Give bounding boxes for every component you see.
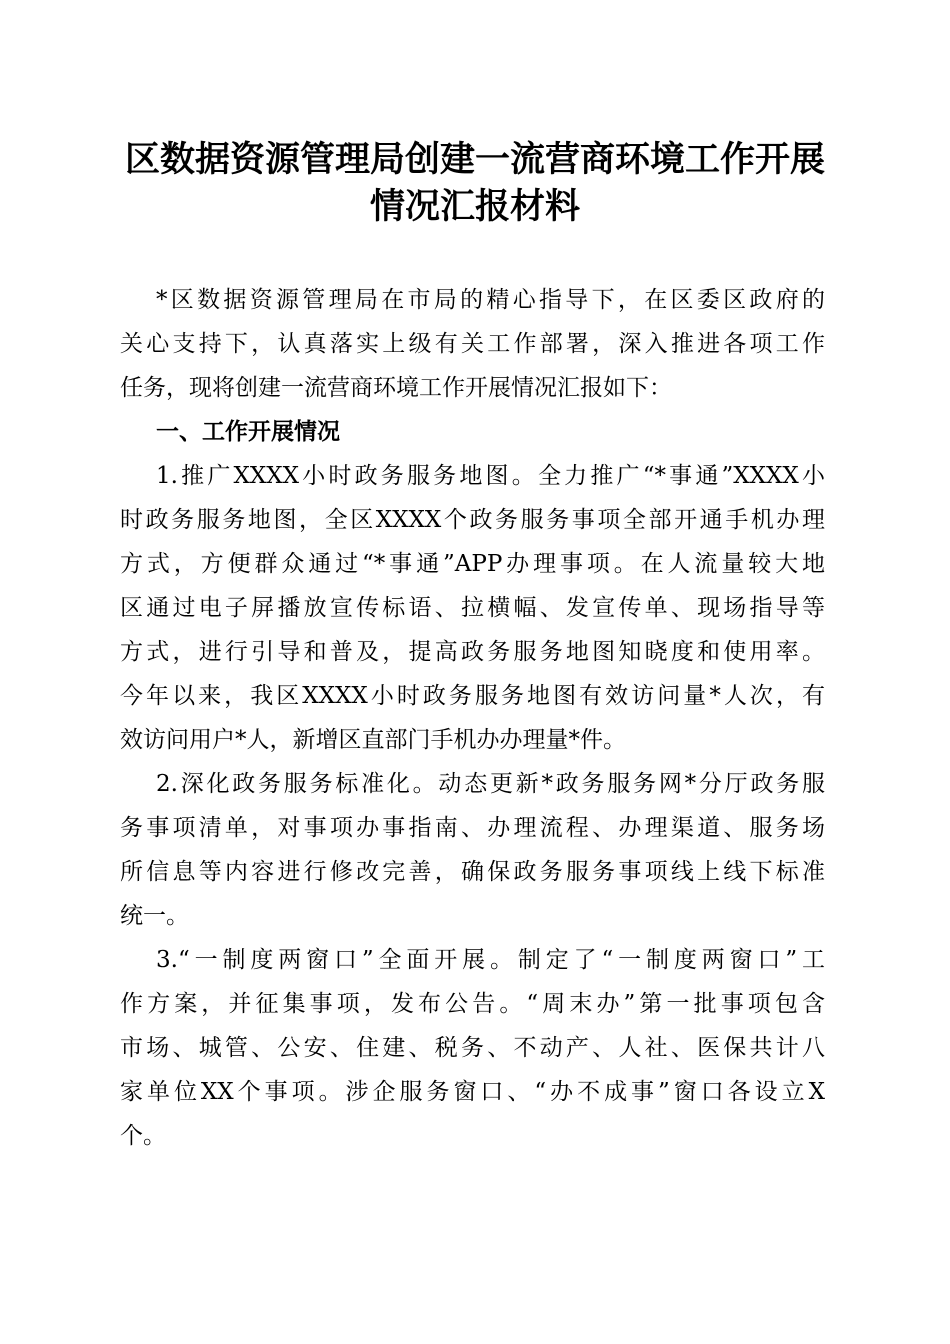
body-text-line: 1.推广XXXX小时政务服务地图。全力推广“*事通”XXXX小 xyxy=(156,463,825,489)
body-text-line: 区通过电子屏播放宣传标语、拉横幅、发宣传单、现场指导等 xyxy=(120,595,825,621)
body-text-line: 务事项清单，对事项办事指南、办理流程、办理渠道、服务场 xyxy=(120,815,825,841)
body-text-line: 方式，方便群众通过“*事通”APP办理事项。在人流量较大地 xyxy=(120,551,825,577)
document-body xyxy=(120,278,825,1158)
body-text-line: 所信息等内容进行修改完善，确保政务服务事项线上线下标准 xyxy=(120,859,825,885)
body-text-line: 今年以来，我区XXXX小时政务服务地图有效访问量*人次，有 xyxy=(120,683,825,709)
body-text-line: 3.“一制度两窗口”全面开展。制定了“一制度两窗口”工 xyxy=(156,947,825,973)
body-text-line: 效访问用户*人，新增区直部门手机办办理量*件。 xyxy=(120,727,626,753)
body-text-line: 市场、城管、公安、住建、税务、不动产、人社、医保共计八 xyxy=(120,1035,825,1061)
body-text-line: 统一。 xyxy=(120,903,189,929)
body-text-line: 个。 xyxy=(120,1123,166,1149)
body-text-line: 任务，现将创建一流营商环境工作开展情况汇报如下： xyxy=(120,375,672,401)
section-heading: 一、工作开展情况 xyxy=(156,419,340,445)
document-title-line-1: 区数据资源管理局创建一流营商环境工作开展 xyxy=(124,139,825,180)
body-text-line: 2.深化政务服务标准化。动态更新*政务服务网*分厅政务服 xyxy=(156,771,825,797)
body-text-line: 作方案，并征集事项，发布公告。“周末办”第一批事项包含 xyxy=(120,991,825,1017)
body-text-line: *区数据资源管理局在市局的精心指导下，在区委区政府的 xyxy=(156,287,825,313)
body-text-line: 关心支持下，认真落实上级有关工作部署，深入推进各项工作 xyxy=(120,331,825,357)
body-text-line: 时政务服务地图，全区XXXX个政务服务事项全部开通手机办理 xyxy=(120,507,825,533)
body-text-line: 方式，进行引导和普及，提高政务服务地图知晓度和使用率。 xyxy=(120,639,825,665)
document-title-line-2: 情况汇报材料 xyxy=(369,186,580,227)
body-text-line: 家单位XX个事项。涉企服务窗口、“办不成事”窗口各设立X xyxy=(120,1079,825,1105)
